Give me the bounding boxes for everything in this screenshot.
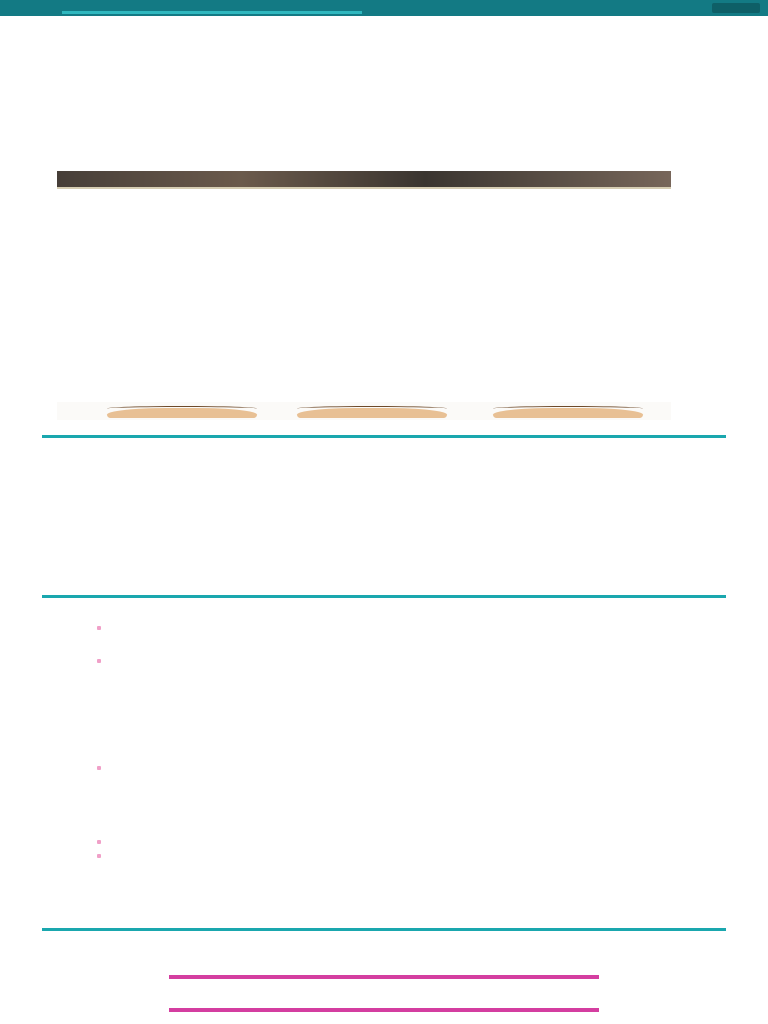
bread-shape bbox=[107, 408, 257, 418]
section-divider bbox=[42, 595, 726, 598]
photo-image bbox=[57, 171, 671, 189]
list-bullet bbox=[97, 840, 101, 844]
nav-accent-line bbox=[62, 11, 362, 14]
section-divider bbox=[42, 435, 726, 438]
section-3 bbox=[42, 262, 726, 352]
article-content bbox=[42, 18, 726, 1024]
intro-section bbox=[42, 20, 726, 110]
photo-figure-1 bbox=[57, 171, 671, 187]
list-bullet bbox=[97, 659, 101, 663]
section-2 bbox=[42, 110, 726, 170]
top-navigation-bar bbox=[0, 0, 768, 16]
list-bullet bbox=[97, 854, 101, 858]
bread-shape bbox=[297, 408, 447, 418]
list-bullet bbox=[97, 626, 101, 630]
pink-highlight-bar bbox=[169, 975, 599, 979]
footer-links bbox=[42, 935, 726, 959]
section-divider bbox=[42, 928, 726, 931]
search-box[interactable] bbox=[712, 3, 760, 13]
bread-illustration-row bbox=[57, 402, 671, 420]
section-4 bbox=[42, 350, 726, 406]
section-6 bbox=[42, 601, 726, 921]
pink-highlight-bar bbox=[169, 1008, 599, 1012]
bottom-section bbox=[42, 962, 726, 982]
bread-shape bbox=[493, 408, 643, 418]
photo-caption bbox=[42, 188, 726, 236]
section-5 bbox=[42, 441, 726, 591]
list-bullet bbox=[97, 766, 101, 770]
